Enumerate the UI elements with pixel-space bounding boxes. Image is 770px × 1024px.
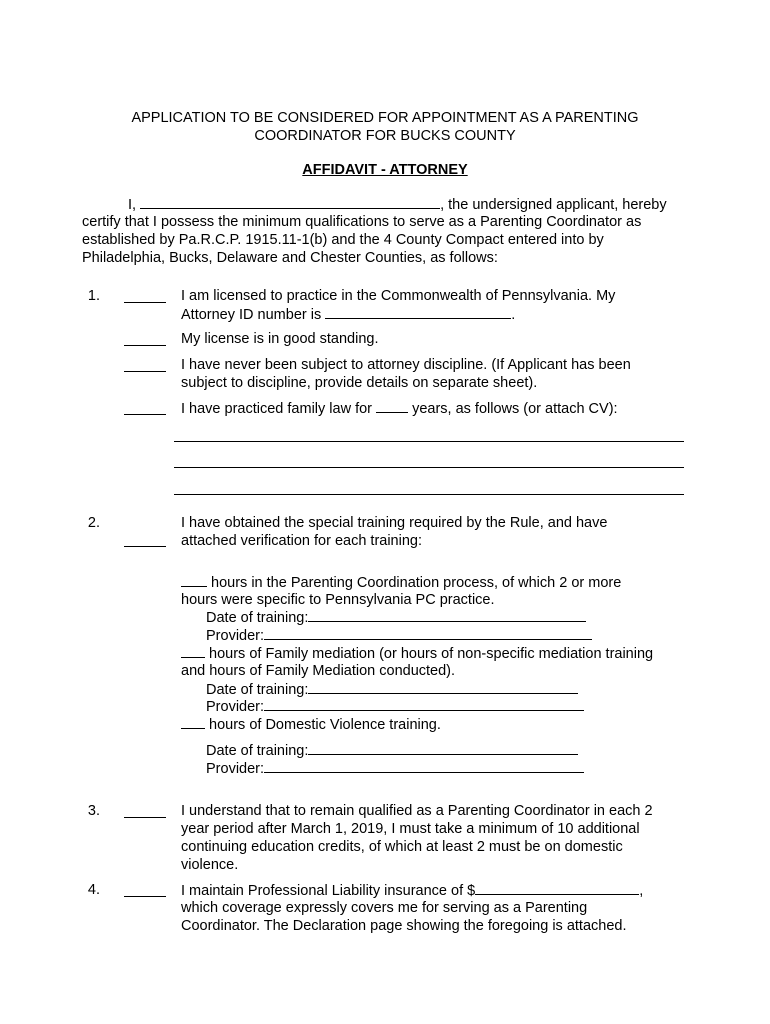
years-practice-post: years, as follows (or attach CV):	[412, 401, 618, 417]
practice-detail-line-2[interactable]	[174, 467, 684, 468]
fm-date-label: Date of training:	[206, 682, 309, 698]
item-2-line-1: I have obtained the special training required by the Rule, and have	[181, 515, 608, 531]
pc-provider-label: Provider:	[206, 628, 265, 644]
dv-date-blank[interactable]	[308, 741, 578, 755]
practice-detail-line-3[interactable]	[174, 494, 684, 495]
item-1b-text: My license is in good standing.	[181, 331, 379, 347]
pc-provider-row	[206, 626, 592, 645]
item-1-number: 1.	[87, 288, 100, 304]
years-practice-label: I have practiced family law for	[181, 401, 372, 417]
item-1d-text	[181, 399, 618, 418]
item-1a-line-2	[181, 305, 515, 324]
pc-date-label: Date of training:	[206, 610, 309, 626]
dv-provider-label: Provider:	[206, 761, 265, 777]
item-1c-checkbox-blank[interactable]	[124, 371, 166, 372]
item-4-line-2: which coverage expressly covers me for serving as a Parenting	[181, 900, 588, 916]
intro-i: I,	[128, 197, 137, 213]
intro-after-blank: , the undersigned applicant, hereby	[440, 197, 667, 213]
insurance-comma: ,	[639, 883, 644, 899]
fm-hours-text: hours of Family mediation (or hours of non-specific mediation training	[209, 646, 654, 662]
document-title-line-2: COORDINATOR FOR BUCKS COUNTY	[254, 128, 516, 144]
item-3-checkbox-blank[interactable]	[124, 817, 166, 818]
fm-hours-blank[interactable]	[181, 644, 205, 658]
dv-hours-blank[interactable]	[181, 715, 205, 729]
intro-line-3: established by Pa.R.C.P. 1915.11-1(b) and the 4 County Compact entered into by	[82, 232, 604, 248]
fm-provider-row	[206, 697, 584, 716]
pc-hours-line-2: hours were specific to Pennsylvania PC practice.	[181, 592, 495, 608]
pc-date-blank[interactable]	[308, 608, 586, 622]
practice-detail-line-1[interactable]	[174, 441, 684, 442]
fm-date-blank[interactable]	[308, 680, 578, 694]
dv-date-row	[206, 741, 578, 760]
item-1c-line-1: I have never been subject to attorney discipline. (If Applicant has been	[181, 357, 631, 373]
intro-line-2: certify that I possess the minimum qualifications to serve as a Parenting Coordinator as	[82, 214, 642, 230]
document-title-line-1: APPLICATION TO BE CONSIDERED FOR APPOINTMENT AS A PARENTING	[131, 110, 639, 126]
item-4-number: 4.	[87, 882, 100, 898]
pc-hours-line-1	[181, 573, 621, 592]
item-4-line-3: Coordinator. The Declaration page showing the foregoing is attached.	[181, 918, 627, 934]
affidavit-heading: AFFIDAVIT - ATTORNEY	[302, 162, 468, 178]
pc-hours-text: hours in the Parenting Coordination process, of which 2 or more	[211, 575, 622, 591]
pc-date-row	[206, 608, 586, 627]
dv-date-label: Date of training:	[206, 743, 309, 759]
insurance-label: I maintain Professional Liability insurance of $	[181, 883, 476, 899]
fm-provider-label: Provider:	[206, 699, 265, 715]
dv-hours-text: hours of Domestic Violence training.	[209, 717, 441, 733]
item-3-line-2: year period after March 1, 2019, I must take a minimum of 10 additional	[181, 821, 640, 837]
attorney-id-blank[interactable]	[325, 305, 511, 319]
item-4-checkbox-blank[interactable]	[124, 896, 166, 897]
fm-hours-line-2: and hours of Family Mediation conducted).	[181, 663, 456, 679]
dv-provider-row	[206, 759, 584, 778]
fm-provider-blank[interactable]	[264, 697, 584, 711]
item-1b-checkbox-blank[interactable]	[124, 345, 166, 346]
item-2-line-2: attached verification for each training:	[181, 533, 422, 549]
item-3-line-3: continuing education credits, of which at least 2 must be on domestic	[181, 839, 623, 855]
attorney-id-label: Attorney ID number is	[181, 307, 322, 323]
item-1a-checkbox-blank[interactable]	[124, 302, 166, 303]
item-1d-checkbox-blank[interactable]	[124, 414, 166, 415]
attorney-id-period: .	[511, 307, 516, 323]
item-3-line-4: violence.	[181, 857, 239, 873]
years-practice-blank[interactable]	[376, 399, 408, 413]
pc-hours-blank[interactable]	[181, 573, 207, 587]
dv-provider-blank[interactable]	[264, 759, 584, 773]
pc-provider-blank[interactable]	[264, 626, 592, 640]
dv-hours-line	[181, 715, 441, 734]
intro-line-1	[128, 195, 667, 214]
intro-line-4: Philadelphia, Bucks, Delaware and Chester Counties, as follows:	[82, 250, 498, 266]
item-3-line-1: I understand that to remain qualified as a Parenting Coordinator in each 2	[181, 803, 653, 819]
item-2-number: 2.	[87, 515, 100, 531]
fm-hours-line-1	[181, 644, 653, 663]
item-4-line-1	[181, 881, 643, 900]
item-3-number: 3.	[87, 803, 100, 819]
item-1a-line-1: I am licensed to practice in the Commonwealth of Pennsylvania. My	[181, 288, 616, 304]
applicant-name-blank[interactable]	[140, 195, 440, 209]
item-2-checkbox-blank[interactable]	[124, 546, 166, 547]
item-1c-line-2: subject to discipline, provide details on separate sheet).	[181, 375, 538, 391]
insurance-amount-blank[interactable]	[475, 881, 639, 895]
